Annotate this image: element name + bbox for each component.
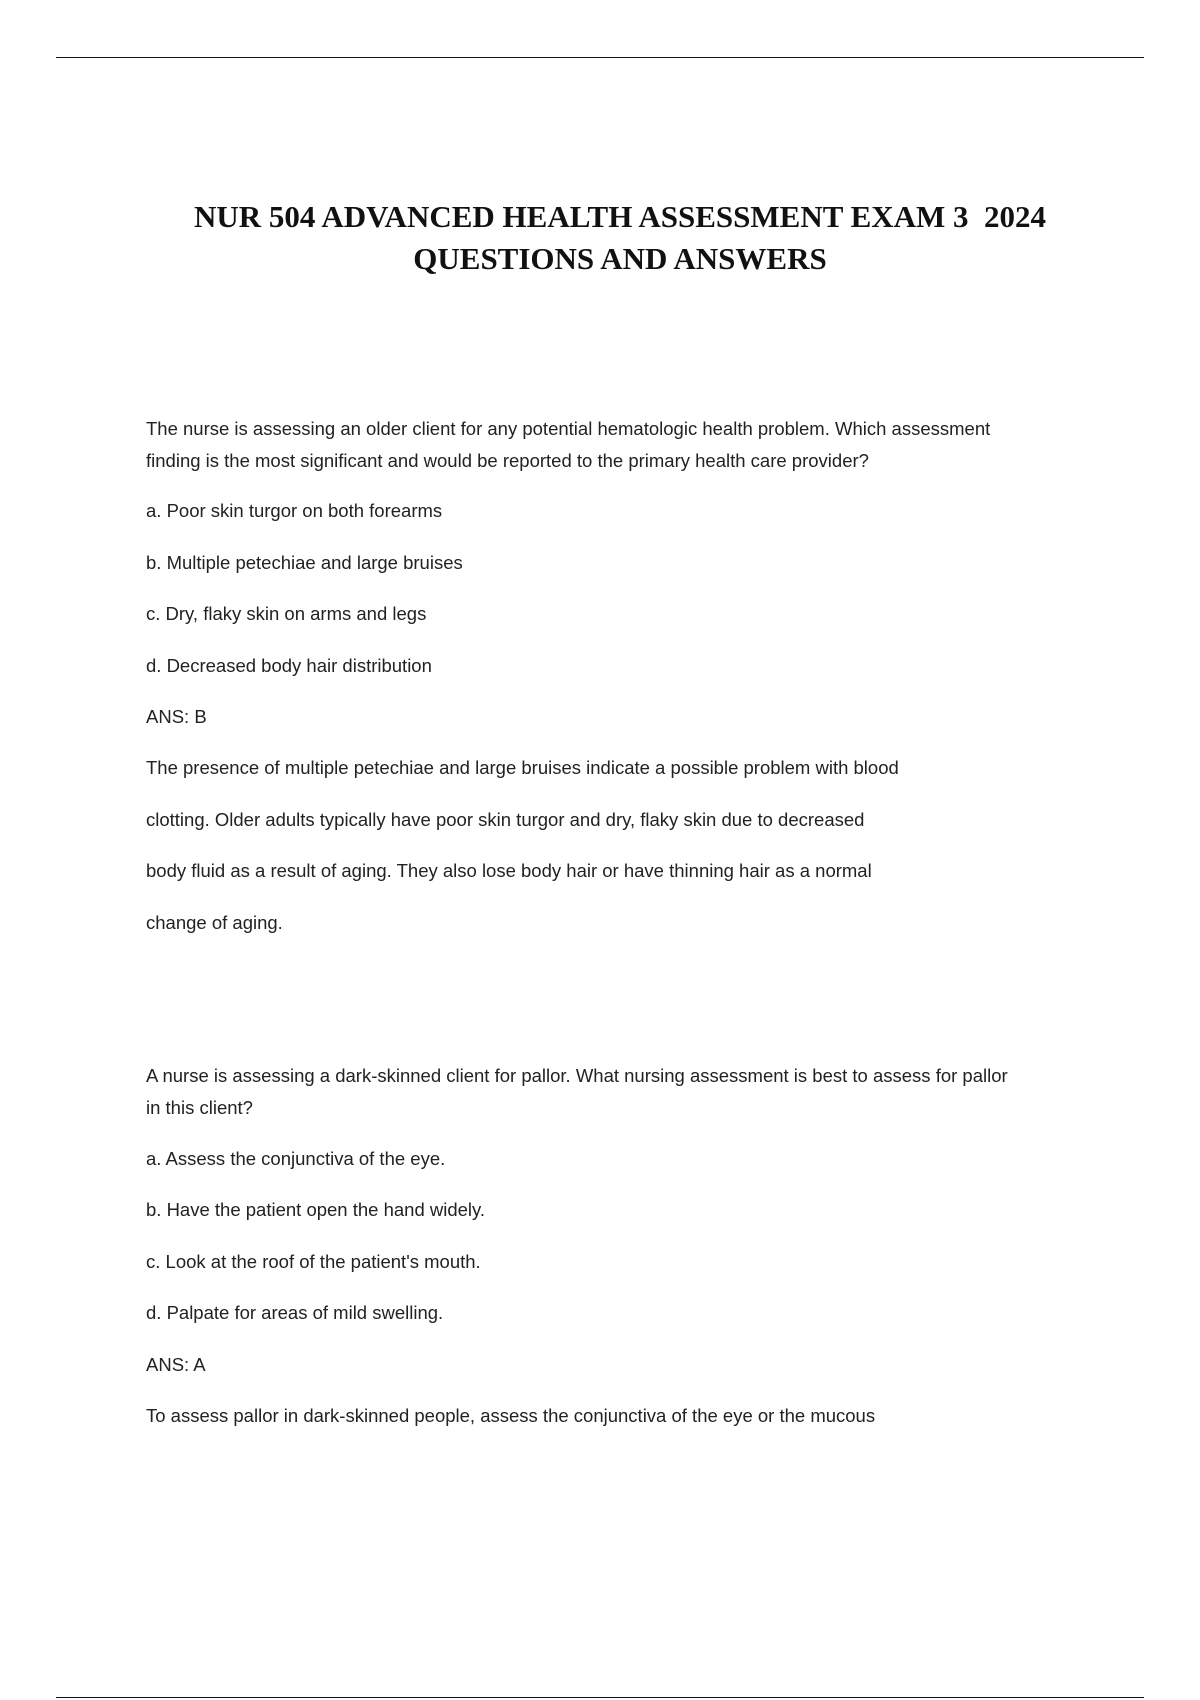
answer-option: c. Look at the roof of the patient's mouth. (146, 1251, 481, 1272)
question-stem: in this client? (146, 1097, 253, 1118)
answer-key: ANS: A (146, 1354, 206, 1375)
title-line-1: NUR 504 ADVANCED HEALTH ASSESSMENT EXAM 3 2024 (193, 199, 1047, 234)
question-stem: finding is the most significant and would be reported to the primary health care provider? (146, 450, 869, 471)
answer-option: d. Decreased body hair distribution (146, 655, 432, 676)
title-line-2: QUESTIONS AND ANSWERS (413, 241, 827, 276)
footer-rule (56, 1697, 1144, 1698)
header-rule (56, 57, 1144, 58)
answer-option: c. Dry, flaky skin on arms and legs (146, 603, 427, 624)
rationale-line: To assess pallor in dark-skinned people, assess the conjunctiva of the eye or the mucous (146, 1405, 876, 1426)
answer-option: a. Poor skin turgor on both forearms (146, 500, 443, 521)
question-stem: A nurse is assessing a dark-skinned client for pallor. What nursing assessment is best to assess for pallor (146, 1065, 1008, 1086)
rationale-line: The presence of multiple petechiae and large bruises indicate a possible problem with blood (146, 757, 899, 778)
document-title (100, 196, 1140, 280)
rationale-line: body fluid as a result of aging. They also lose body hair or have thinning hair as a normal (146, 860, 872, 881)
answer-option: d. Palpate for areas of mild swelling. (146, 1302, 444, 1323)
answer-key: ANS: B (146, 706, 207, 727)
question-stem: The nurse is assessing an older client for any potential hematologic health problem. Which assessment (146, 418, 991, 439)
rationale-line: change of aging. (146, 912, 283, 933)
answer-option: b. Multiple petechiae and large bruises (146, 552, 463, 573)
rationale-line: clotting. Older adults typically have poor skin turgor and dry, flaky skin due to decreased (146, 809, 865, 830)
answer-option: b. Have the patient open the hand widely. (146, 1199, 486, 1220)
answer-option: a. Assess the conjunctiva of the eye. (146, 1148, 446, 1169)
